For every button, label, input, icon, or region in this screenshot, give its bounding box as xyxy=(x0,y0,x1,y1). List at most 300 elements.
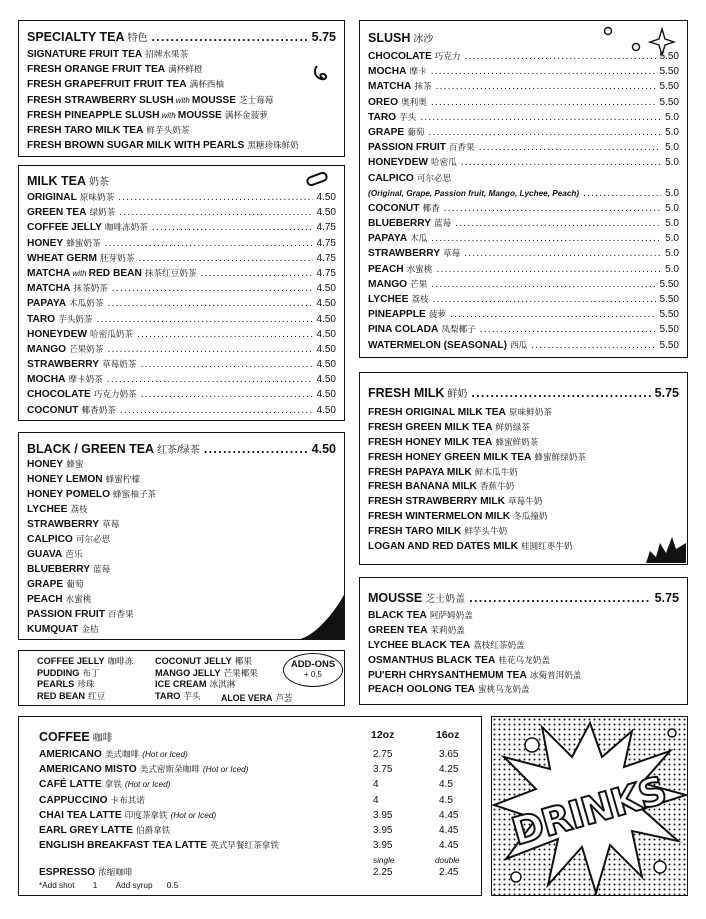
addon-en: ICE CREAM xyxy=(155,679,207,689)
leader-dots xyxy=(471,386,650,400)
section-title: SLUSH xyxy=(368,31,411,45)
item-price: 4.50 xyxy=(316,404,336,416)
menu-item xyxy=(27,236,336,251)
item-cn: 百香果 xyxy=(107,609,134,619)
menu-item xyxy=(27,592,284,607)
item-price: 5.50 xyxy=(659,339,679,351)
item-cn: 满杯金菠萝 xyxy=(224,109,268,120)
item-cn: 桂圆红枣牛奶 xyxy=(520,541,573,552)
item-cn: 鲜芋头牛奶 xyxy=(464,526,508,537)
milk-tea-section xyxy=(18,165,345,421)
item-cn: 芒果奶茶 xyxy=(69,343,104,354)
coffee-en: AMERICANO xyxy=(39,749,102,760)
coffee-item xyxy=(39,777,479,792)
item-en2: RED BEAN xyxy=(88,267,142,279)
price-16oz: 4.25 xyxy=(439,764,459,776)
leader-dots xyxy=(431,277,655,292)
item-price: 4.75 xyxy=(316,222,336,234)
item-en: FRESH TARO MILK xyxy=(368,526,462,538)
item-en: GREEN TEA xyxy=(368,624,428,636)
item-en: PINEAPPLE xyxy=(368,309,426,321)
coffee-en: ENGLISH BREAKFAST TEA LATTE xyxy=(39,840,208,852)
menu-item xyxy=(368,79,679,94)
leader-dots xyxy=(455,216,661,231)
addon-cn: 芒果椰果 xyxy=(223,667,258,678)
menu-item xyxy=(27,562,284,577)
addon-en: COCONUT JELLY xyxy=(155,656,232,666)
menu-item xyxy=(368,509,627,524)
item-price: 4.75 xyxy=(316,237,336,249)
leader-dots xyxy=(141,387,313,402)
menu-item xyxy=(368,450,627,465)
item-en: FRESH PAPAYA MILK xyxy=(368,466,472,478)
item-price: 5.0 xyxy=(665,157,679,169)
item-en: CALPICO xyxy=(27,534,73,545)
item-cn: 荔枝 xyxy=(411,294,429,304)
item-with: with xyxy=(175,95,190,105)
item-cn: 胚芽奶茶 xyxy=(99,252,135,263)
item-cn: 茉莉奶盖 xyxy=(430,624,465,635)
leader-dots xyxy=(431,231,661,246)
item-price: 4.50 xyxy=(316,343,336,355)
item-price: 4.50 xyxy=(316,207,336,219)
leader-dots xyxy=(107,296,312,311)
price-16oz: 4.45 xyxy=(439,809,459,821)
coffee-item xyxy=(39,747,479,762)
espresso-row xyxy=(39,865,479,880)
item-en: FRESH ORIGINAL MILK TEA xyxy=(368,407,506,418)
item-en: BLUEBERRY xyxy=(27,564,91,575)
section-title: FRESH MILK xyxy=(368,386,445,400)
coffee-cn: 美式咖啡 xyxy=(104,749,140,759)
menu-item xyxy=(27,251,336,266)
menu-item xyxy=(368,479,627,494)
item-cn: 原味奶茶 xyxy=(79,192,115,202)
item-en: TARO xyxy=(368,111,397,123)
item-cn: 鲜奶绿茶 xyxy=(495,421,530,432)
item-price: 5.0 xyxy=(665,218,679,230)
item-en: KUMQUAT xyxy=(27,624,79,635)
item-cn: 椰香奶茶 xyxy=(81,404,116,415)
item-price: 4.50 xyxy=(316,389,336,401)
price-12oz: 3.75 xyxy=(373,764,393,776)
leader-dots xyxy=(151,30,307,44)
item-en: FRESH BANANA MILK xyxy=(368,481,477,493)
addons-section xyxy=(18,650,345,706)
item-cn: 抹茶红豆奶茶 xyxy=(144,267,197,278)
item-en: FRESH WINTERMELON MILK xyxy=(368,511,511,523)
coffee-hot-iced: (Hot or Iced) xyxy=(124,780,171,790)
item-en: CHOCOLATE xyxy=(368,51,432,62)
coffee-en: CHAI TEA LATTE xyxy=(39,809,122,821)
item-price: 5.50 xyxy=(659,51,679,62)
menu-item xyxy=(368,623,647,638)
coffee-cn: 英式早餐红茶拿铁 xyxy=(210,840,279,851)
item-cn: 凤梨椰子 xyxy=(441,324,476,335)
item-price: 5.0 xyxy=(665,187,679,199)
menu-item xyxy=(27,266,336,281)
menu-item xyxy=(368,435,627,450)
item-cn: 草莓奶茶 xyxy=(102,359,137,370)
item-cn: 芭乐 xyxy=(65,549,83,559)
addon-en: ALOE VERA xyxy=(221,693,273,703)
item-en: PASSION FRUIT xyxy=(368,142,446,154)
section-price: 4.50 xyxy=(311,442,336,456)
item-en: HONEY LEMON xyxy=(27,474,103,485)
specialty-tea-section xyxy=(18,20,345,157)
item-en: PU'ERH CHRYSANTHEMUM TEA xyxy=(368,669,527,681)
addon-cn: 珍珠 xyxy=(77,679,95,689)
item-cn: 摩卡 xyxy=(409,66,427,77)
section-title-cn: 奶茶 xyxy=(89,177,110,188)
item-en: FRESH STRAWBERRY MILK xyxy=(368,496,505,508)
item-price: 4.50 xyxy=(316,192,336,203)
item-price: 4.50 xyxy=(316,298,336,310)
item-price: 4.50 xyxy=(316,328,336,340)
coffee-item xyxy=(39,838,479,853)
item-price: 5.0 xyxy=(665,126,679,138)
coffee-en: EARL GREY LATTE xyxy=(39,824,133,836)
item-cn: 原味鲜奶茶 xyxy=(508,407,552,417)
item-cn: 抹茶 xyxy=(414,81,432,92)
item-en: HONEYDEW xyxy=(27,328,87,340)
item-en: MATCHA xyxy=(27,283,71,295)
item-cn: 芋头奶茶 xyxy=(58,313,93,324)
menu-item xyxy=(368,405,627,420)
addon-item xyxy=(155,668,258,680)
menu-item xyxy=(368,420,627,435)
section-title-cn: 咖啡 xyxy=(92,733,113,744)
add-syrup-price: 0.5 xyxy=(166,881,179,890)
item-en: BLUEBERRY xyxy=(368,218,432,230)
item-en: MOCHA xyxy=(27,374,66,386)
menu-item xyxy=(368,262,679,277)
menu-item xyxy=(368,524,627,539)
item-cn: 草莓 xyxy=(102,519,120,529)
item-cn: 百香果 xyxy=(448,142,475,153)
menu-item xyxy=(368,110,679,125)
item-en: GRAPE xyxy=(27,579,64,590)
drinks-art-text: DRINKS xyxy=(506,768,671,854)
item-with: with xyxy=(72,268,87,278)
menu-item xyxy=(27,487,284,502)
menu-item xyxy=(368,682,647,697)
addon-en: PEARLS xyxy=(37,679,75,689)
addon-item-aloe xyxy=(221,691,293,706)
addons-badge-price: + 0.5 xyxy=(303,670,322,679)
item-en: OSMANTHUS BLACK TEA xyxy=(368,654,496,666)
section-title-cn: 冰沙 xyxy=(413,34,434,45)
leader-dots xyxy=(531,338,655,353)
coffee-hot-iced: (Hot or Iced) xyxy=(170,810,217,820)
item-cn: 木瓜奶茶 xyxy=(69,298,104,309)
item-en: HONEY POMELO xyxy=(27,489,111,500)
addon-en: MANGO JELLY xyxy=(155,667,221,678)
item-price: 5.0 xyxy=(665,263,679,275)
addon-item xyxy=(37,656,133,668)
item-en: LYCHEE xyxy=(368,294,409,305)
item-en: FRESH GRAPEFRUIT FRUIT TEA xyxy=(27,79,187,91)
item-cn: 菠萝 xyxy=(428,309,446,320)
add-shot-label: *Add shot xyxy=(39,881,75,890)
milk-tea-header xyxy=(27,173,336,188)
addons-badge-label: ADD-ONS xyxy=(290,659,336,670)
item-cn: 奥利奥 xyxy=(401,96,427,107)
addon-item xyxy=(155,656,258,668)
menu-item xyxy=(368,125,679,140)
item-cn: 木瓜 xyxy=(410,233,428,244)
addons-badge xyxy=(283,653,343,687)
item-price: 4.50 xyxy=(316,283,336,295)
item-cn: 草莓 xyxy=(443,248,461,259)
item-cn: 冬瓜撞奶 xyxy=(513,511,548,522)
menu-item xyxy=(368,155,679,170)
addon-cn: 布丁 xyxy=(82,667,100,678)
section-price: 5.75 xyxy=(311,30,336,44)
leader-dots xyxy=(420,110,661,125)
price-16oz: 4.5 xyxy=(439,779,453,791)
menu-item xyxy=(27,138,336,153)
item-cn: 鲜芋头奶茶 xyxy=(146,124,190,135)
item-price: 4.50 xyxy=(316,359,336,371)
menu-item xyxy=(27,77,336,92)
item-cn: 蓝莓 xyxy=(434,218,452,229)
item-en: WHEAT GERM xyxy=(27,252,97,264)
menu-item xyxy=(27,577,284,592)
menu-item xyxy=(27,342,336,357)
addon-item xyxy=(37,679,133,691)
item-cn: 草莓牛奶 xyxy=(507,496,543,507)
section-price: 5.75 xyxy=(654,591,679,605)
item-en: STRAWBERRY xyxy=(27,519,100,530)
section-title-cn: 鲜奶 xyxy=(447,389,468,400)
item-en: FRESH STRAWBERRY SLUSH xyxy=(27,94,174,106)
section-title: COFFEE xyxy=(39,730,90,744)
item-cn: 水蜜桃 xyxy=(65,594,92,604)
menu-item xyxy=(368,64,679,79)
coffee-section xyxy=(18,716,482,896)
item-cn: 葡萄 xyxy=(66,579,84,589)
fresh-milk-section xyxy=(359,372,688,565)
item-en: PEACH xyxy=(368,263,404,275)
leader-dots xyxy=(583,186,661,201)
item-price: 5.50 xyxy=(659,309,679,321)
section-title: SPECIALTY TEA xyxy=(27,30,125,44)
coffee-cn: 浓缩咖啡 xyxy=(98,867,133,877)
item-cn: 蜂蜜奶茶 xyxy=(66,237,101,248)
menu-item xyxy=(368,307,679,322)
item-price: 4.50 xyxy=(316,313,336,325)
price-12oz: 2.25 xyxy=(373,867,393,878)
item-cn: 哈密瓜 xyxy=(431,157,457,168)
item-en: MANGO xyxy=(27,343,67,355)
item-en: GUAVA xyxy=(27,549,63,560)
leader-dots xyxy=(444,201,661,216)
item-price: 5.50 xyxy=(659,81,679,93)
slush-section xyxy=(359,20,688,358)
item-cn: 荔枝 xyxy=(70,504,88,514)
leader-dots xyxy=(461,155,661,170)
item-price: 5.0 xyxy=(665,111,679,123)
item-en: MATCHA xyxy=(368,81,412,93)
menu-item xyxy=(368,186,679,201)
menu-item xyxy=(368,216,679,231)
leader-dots xyxy=(464,246,661,261)
menu-item xyxy=(368,95,679,110)
menu-item xyxy=(27,372,336,387)
menu-item xyxy=(368,277,679,292)
menu-item xyxy=(368,322,679,337)
leader-dots xyxy=(107,342,312,357)
coffee-en: ESPRESSO xyxy=(39,867,96,878)
menu-item xyxy=(27,205,336,220)
leader-dots xyxy=(119,205,312,220)
menu-item xyxy=(27,327,336,342)
item-en: LOGAN AND RED DATES MILK xyxy=(368,541,518,553)
item-en: FRESH HONEY GREEN MILK TEA xyxy=(368,451,532,463)
item-price: 5.50 xyxy=(659,294,679,305)
add-shot-price: 1 xyxy=(92,881,98,890)
leader-dots xyxy=(152,220,313,235)
coffee-hot-iced: (Hot or Iced) xyxy=(142,750,188,759)
coffee-hot-iced: (Hot or Iced) xyxy=(202,765,249,775)
item-cn: 蜂蜜柠檬 xyxy=(105,474,141,484)
leader-dots xyxy=(105,236,313,251)
menu-item xyxy=(27,220,336,235)
item-cn: 招牌水果茶 xyxy=(145,49,189,59)
item-en: FRESH TARO MILK TEA xyxy=(27,124,144,136)
coffee-cn: 伯爵拿铁 xyxy=(135,824,171,835)
menu-item xyxy=(27,108,336,123)
leader-dots xyxy=(433,292,656,307)
item-en: PINA COLADA xyxy=(368,324,439,336)
menu-item xyxy=(27,517,284,532)
item-en: SIGNATURE FRUIT TEA xyxy=(27,49,143,60)
menu-item xyxy=(368,668,647,683)
splash-icon xyxy=(642,529,686,563)
item-price: 5.50 xyxy=(659,66,679,78)
item-cn: 葡萄 xyxy=(407,126,425,137)
menu-item xyxy=(27,296,336,311)
item-cn: 绿奶茶 xyxy=(89,207,116,218)
item-cn: 摩卡奶茶 xyxy=(68,374,103,385)
section-title-cn: 红茶/绿茶 xyxy=(157,445,200,456)
menu-item xyxy=(368,171,679,186)
item-en: COFFEE JELLY xyxy=(27,222,102,234)
item-en: FRESH PINEAPPLE SLUSH xyxy=(27,109,160,121)
item-cn: 西瓜 xyxy=(510,339,528,350)
item-cn: 芝士莓莓 xyxy=(239,94,274,105)
coffee-item xyxy=(39,823,479,838)
item-en2: MOUSSE xyxy=(177,109,222,121)
price-16oz: 2.45 xyxy=(439,867,459,878)
item-en: FRESH GREEN MILK TEA xyxy=(368,421,493,433)
price-12oz: 2.75 xyxy=(373,749,393,760)
menu-item xyxy=(27,547,284,562)
item-cn: 蜂蜜鲜奶茶 xyxy=(495,436,539,447)
menu-item xyxy=(27,190,336,205)
item-cn: 阿萨姆奶盖 xyxy=(429,610,473,620)
addon-cn: 红豆 xyxy=(87,690,106,701)
item-cn: 芋头 xyxy=(399,111,417,122)
menu-item xyxy=(368,638,647,653)
item-en: LYCHEE BLACK TEA xyxy=(368,639,471,651)
leader-dots xyxy=(450,307,656,322)
menu-item xyxy=(27,123,336,138)
price-12oz: 3.95 xyxy=(373,824,393,836)
item-cn: 哈密瓜奶茶 xyxy=(90,328,133,339)
item-price: 5.0 xyxy=(665,233,679,245)
item-cn: 水蜜桃 xyxy=(406,263,433,274)
menu-item xyxy=(27,532,284,547)
menu-item xyxy=(27,281,336,296)
item-en: PEACH OOLONG TEA xyxy=(368,684,475,696)
addon-en: COFFEE JELLY xyxy=(37,656,105,666)
section-title: BLACK / GREEN TEA xyxy=(27,442,155,456)
item-en: FRESH ORANGE FRUIT TEA xyxy=(27,64,166,76)
menu-item xyxy=(27,387,336,402)
section-title-cn: 芝士奶盖 xyxy=(425,594,466,605)
addon-item xyxy=(37,668,133,680)
item-en: PEACH xyxy=(27,594,63,605)
black-green-tea-header xyxy=(27,441,336,456)
item-cn: 可尔必思 xyxy=(75,534,111,544)
item-price: 5.50 xyxy=(659,96,679,108)
addon-cn: 咖啡冻 xyxy=(107,656,134,666)
espresso-single-label: single xyxy=(373,856,395,865)
menu-item xyxy=(368,338,679,353)
black-green-tea-section xyxy=(18,432,345,640)
leader-dots xyxy=(436,79,656,94)
item-cn: 蜂蜜 xyxy=(66,459,84,469)
menu-item xyxy=(27,622,284,637)
leader-dots xyxy=(112,281,313,296)
item-en: MANGO xyxy=(368,278,408,290)
item-en: HONEYDEW xyxy=(368,157,428,169)
leader-dots xyxy=(479,140,661,155)
menu-item xyxy=(368,494,627,509)
price-16oz: 4.5 xyxy=(439,794,453,806)
item-en: ORIGINAL xyxy=(27,192,77,203)
price-12oz: 3.95 xyxy=(373,809,393,821)
leader-dots xyxy=(107,372,313,387)
coffee-item xyxy=(39,793,479,808)
paper-curl-icon xyxy=(301,593,345,639)
menu-item xyxy=(27,502,284,517)
add-shot-note xyxy=(39,881,178,890)
item-cn: 椰香 xyxy=(422,202,440,213)
menu-item xyxy=(368,246,679,261)
leader-dots xyxy=(137,327,313,342)
item-price: 4.50 xyxy=(316,374,336,386)
coffee-item xyxy=(39,762,479,777)
item-note: (Original, Grape, Passion fruit, Mango, Lychee, Peach) xyxy=(368,188,580,198)
item-cn: 蜂蜜柚子茶 xyxy=(113,489,157,499)
item-cn: 荔枝红茶奶盖 xyxy=(473,639,525,650)
addon-cn: 椰果 xyxy=(234,656,252,666)
coffee-item xyxy=(39,808,479,823)
section-price: 5.75 xyxy=(654,386,679,400)
espresso-double-label: double xyxy=(435,856,460,865)
straw-icon xyxy=(311,63,331,83)
item-en: HONEY xyxy=(27,459,64,470)
item-cn: 蜂蜜鲜绿奶茶 xyxy=(534,451,586,462)
price-16oz: 3.65 xyxy=(439,749,459,760)
menu-item xyxy=(368,231,679,246)
leader-dots xyxy=(97,312,313,327)
addon-en: RED BEAN xyxy=(37,690,85,701)
leader-dots xyxy=(436,262,661,277)
